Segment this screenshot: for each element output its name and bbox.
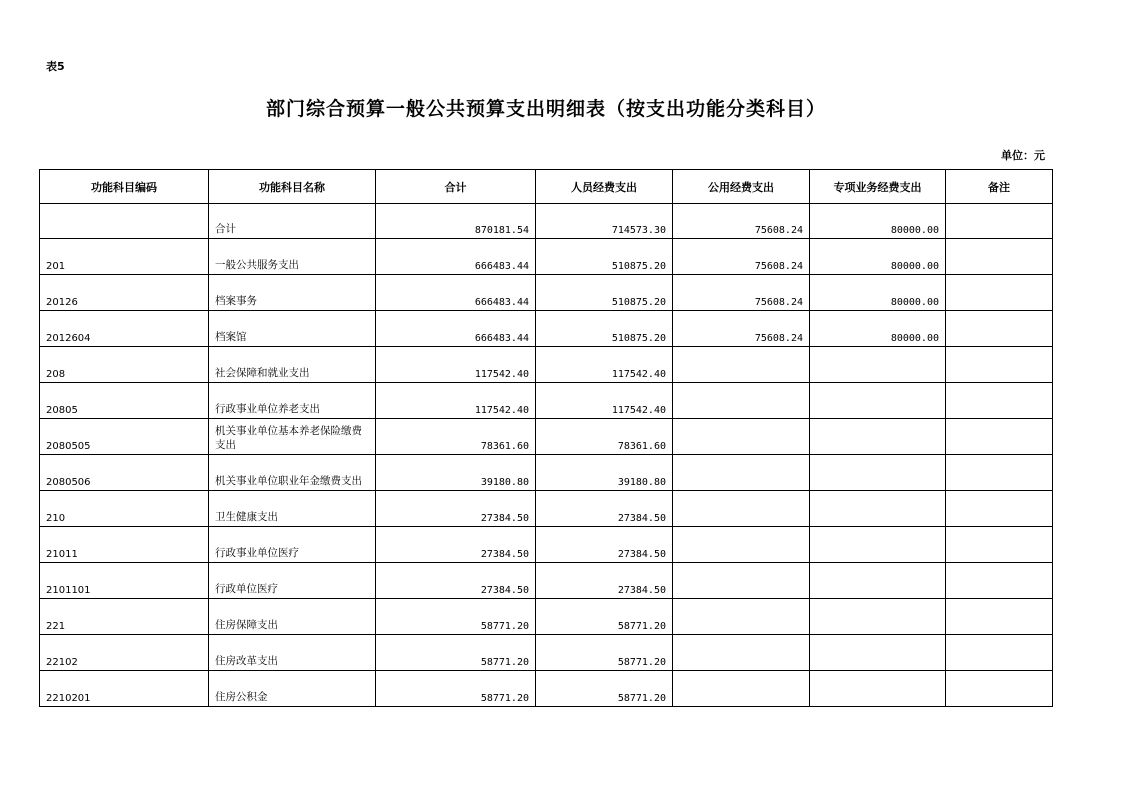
- cell-total: 666483.44: [376, 275, 536, 311]
- cell-code: 20805: [40, 383, 209, 419]
- cell-remark: [946, 599, 1053, 635]
- cell-name: 机关事业单位基本养老保险缴费支出: [209, 419, 376, 455]
- cell-remark: [946, 491, 1053, 527]
- table-number: 表5: [46, 60, 65, 73]
- cell-remark: [946, 671, 1053, 707]
- cell-name: 住房保障支出: [209, 599, 376, 635]
- cell-name: 住房公积金: [209, 671, 376, 707]
- unit-label: 单位：元: [1001, 149, 1045, 162]
- table-body: [40, 204, 1053, 707]
- cell-public: [673, 563, 810, 599]
- table-row: [40, 455, 1053, 491]
- header-name: 功能科目名称: [209, 170, 376, 204]
- cell-code: 210: [40, 491, 209, 527]
- cell-special: [810, 491, 946, 527]
- cell-name: 一般公共服务支出: [209, 239, 376, 275]
- table-row: [40, 527, 1053, 563]
- cell-total: 39180.80: [376, 455, 536, 491]
- cell-total: 666483.44: [376, 311, 536, 347]
- cell-personnel: 510875.20: [536, 275, 673, 311]
- cell-total: 666483.44: [376, 239, 536, 275]
- cell-total: 78361.60: [376, 419, 536, 455]
- cell-public: [673, 671, 810, 707]
- header-public: 公用经费支出: [673, 170, 810, 204]
- cell-name: 卫生健康支出: [209, 491, 376, 527]
- cell-code: 2012604: [40, 311, 209, 347]
- cell-public: [673, 419, 810, 455]
- table-row: [40, 383, 1053, 419]
- cell-public: [673, 347, 810, 383]
- cell-special: [810, 347, 946, 383]
- cell-personnel: 58771.20: [536, 671, 673, 707]
- cell-code: 2080505: [40, 419, 209, 455]
- cell-total: 58771.20: [376, 671, 536, 707]
- cell-special: [810, 635, 946, 671]
- cell-code: 221: [40, 599, 209, 635]
- cell-code: 2101101: [40, 563, 209, 599]
- cell-special: [810, 419, 946, 455]
- cell-remark: [946, 527, 1053, 563]
- header-special: 专项业务经费支出: [810, 170, 946, 204]
- header-code: 功能科目编码: [40, 170, 209, 204]
- cell-personnel: 27384.50: [536, 563, 673, 599]
- cell-public: [673, 383, 810, 419]
- cell-personnel: 58771.20: [536, 599, 673, 635]
- cell-name: 合计: [209, 204, 376, 239]
- cell-remark: [946, 635, 1053, 671]
- cell-special: 80000.00: [810, 204, 946, 239]
- cell-personnel: 39180.80: [536, 455, 673, 491]
- cell-total: 27384.50: [376, 527, 536, 563]
- cell-special: 80000.00: [810, 311, 946, 347]
- cell-total: 58771.20: [376, 599, 536, 635]
- cell-code: 201: [40, 239, 209, 275]
- cell-public: 75608.24: [673, 311, 810, 347]
- cell-public: 75608.24: [673, 204, 810, 239]
- cell-remark: [946, 239, 1053, 275]
- cell-special: [810, 383, 946, 419]
- cell-name: 机关事业单位职业年金缴费支出: [209, 455, 376, 491]
- table-row: [40, 311, 1053, 347]
- cell-total: 27384.50: [376, 563, 536, 599]
- cell-special: 80000.00: [810, 239, 946, 275]
- table-row: [40, 563, 1053, 599]
- table-row: [40, 239, 1053, 275]
- cell-personnel: 714573.30: [536, 204, 673, 239]
- header-personnel: 人员经费支出: [536, 170, 673, 204]
- cell-name: 行政事业单位医疗: [209, 527, 376, 563]
- table-row: [40, 491, 1053, 527]
- cell-personnel: 510875.20: [536, 311, 673, 347]
- cell-special: [810, 527, 946, 563]
- table-row: [40, 599, 1053, 635]
- cell-public: [673, 635, 810, 671]
- cell-personnel: 510875.20: [536, 239, 673, 275]
- cell-name: 行政单位医疗: [209, 563, 376, 599]
- cell-total: 870181.54: [376, 204, 536, 239]
- cell-personnel: 27384.50: [536, 491, 673, 527]
- cell-public: [673, 599, 810, 635]
- page-title: 部门综合预算一般公共预算支出明细表（按支出功能分类科目）: [265, 98, 826, 120]
- cell-public: [673, 455, 810, 491]
- cell-code: 21011: [40, 527, 209, 563]
- cell-remark: [946, 419, 1053, 455]
- cell-code: 208: [40, 347, 209, 383]
- cell-name: 档案事务: [209, 275, 376, 311]
- table-row: [40, 347, 1053, 383]
- cell-name: 档案馆: [209, 311, 376, 347]
- cell-public: [673, 491, 810, 527]
- cell-public: 75608.24: [673, 239, 810, 275]
- cell-personnel: 58771.20: [536, 635, 673, 671]
- cell-special: [810, 599, 946, 635]
- cell-special: 80000.00: [810, 275, 946, 311]
- cell-personnel: 78361.60: [536, 419, 673, 455]
- cell-code: 2080506: [40, 455, 209, 491]
- cell-remark: [946, 204, 1053, 239]
- cell-code: 20126: [40, 275, 209, 311]
- cell-remark: [946, 383, 1053, 419]
- cell-public: [673, 527, 810, 563]
- cell-name: 住房改革支出: [209, 635, 376, 671]
- table-row: [40, 275, 1053, 311]
- cell-personnel: 117542.40: [536, 383, 673, 419]
- cell-remark: [946, 311, 1053, 347]
- table-row: [40, 419, 1053, 455]
- budget-table: [39, 169, 1053, 707]
- cell-public: 75608.24: [673, 275, 810, 311]
- cell-code: 22102: [40, 635, 209, 671]
- header-remark: 备注: [946, 170, 1053, 204]
- cell-total: 117542.40: [376, 383, 536, 419]
- cell-special: [810, 671, 946, 707]
- cell-total: 27384.50: [376, 491, 536, 527]
- cell-special: [810, 563, 946, 599]
- table-row: [40, 671, 1053, 707]
- cell-code: [40, 204, 209, 239]
- cell-special: [810, 455, 946, 491]
- cell-remark: [946, 275, 1053, 311]
- table-row: [40, 635, 1053, 671]
- cell-total: 58771.20: [376, 635, 536, 671]
- cell-personnel: 27384.50: [536, 527, 673, 563]
- cell-code: 2210201: [40, 671, 209, 707]
- cell-name: 社会保障和就业支出: [209, 347, 376, 383]
- table-row: [40, 204, 1053, 239]
- cell-remark: [946, 455, 1053, 491]
- header-row: [40, 170, 1053, 204]
- header-total: 合计: [376, 170, 536, 204]
- cell-personnel: 117542.40: [536, 347, 673, 383]
- cell-remark: [946, 347, 1053, 383]
- cell-remark: [946, 563, 1053, 599]
- cell-total: 117542.40: [376, 347, 536, 383]
- cell-name: 行政事业单位养老支出: [209, 383, 376, 419]
